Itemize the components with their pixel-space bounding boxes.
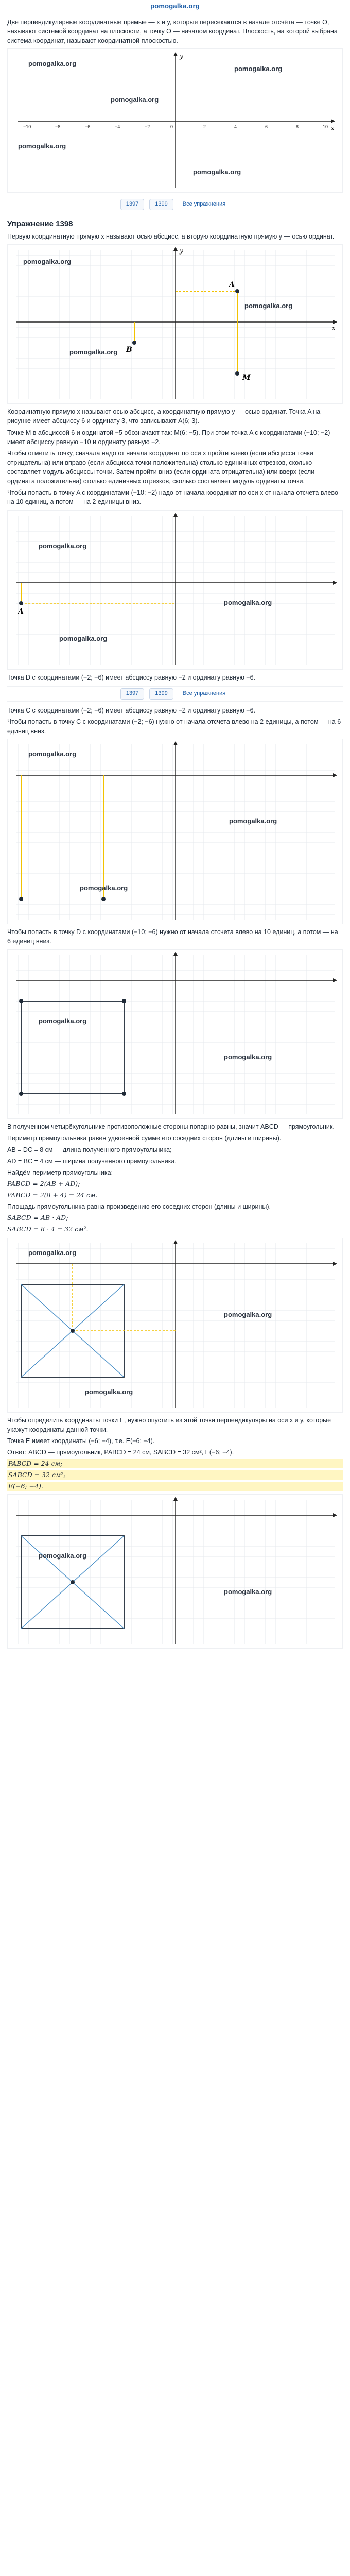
x-tick: 2: [203, 124, 206, 130]
watermark: pomogalka.org: [69, 348, 118, 357]
x-axis-label: x: [332, 325, 336, 332]
coordinate-plane-svg-7: [8, 1495, 343, 1649]
watermark: pomogalka.org: [80, 884, 128, 892]
answer-paragraph: Ответ: ABCD — прямоугольник, PABCD = 24 см, SABCD = 32 см², E(−6; −4).: [7, 1448, 234, 1456]
coordinate-plane-svg-6: [8, 1238, 343, 1413]
answer-perimeter: PABCD = 24 см;: [7, 1459, 343, 1468]
point-e: [71, 1329, 75, 1333]
watermark: pomogalka.org: [18, 142, 66, 150]
coordinate-plane-figure-5: [7, 949, 343, 1119]
x-axis-label: x: [331, 125, 335, 132]
point-a: [235, 289, 239, 293]
point-a: [19, 999, 23, 1003]
coordinate-plane-figure-7: [7, 1494, 343, 1649]
next-exercise-button[interactable]: 1399: [149, 688, 173, 700]
watermark: pomogalka.org: [85, 1387, 133, 1396]
all-exercises-link[interactable]: Все упражнения: [182, 690, 226, 697]
exercise-paragraph: Первую координатную прямую x называют осью абсцисс, а вторую координатную прямую y — осью ординат.: [7, 233, 335, 241]
watermark: pomogalka.org: [39, 541, 87, 550]
watermark: pomogalka.org: [224, 1310, 272, 1318]
coordinate-plane-svg-4: [8, 739, 343, 925]
x-tick: 8: [296, 124, 299, 130]
exercise-nav-mid: [7, 686, 343, 702]
coordinate-plane-figure-1: [7, 48, 343, 193]
exercise-paragraph: Периметр прямоугольника равен удвоенной сумме его соседних сторон (длины и ширины).: [7, 1134, 282, 1142]
watermark: pomogalka.org: [39, 1552, 87, 1560]
exercise-paragraph: Чтобы отметить точку, сначала надо от начала координат по оси x пройти влево (если абсцисса точки отрицательна) или вправо (если абсцисса точки положительна) столько единичных отрезков, сколько составляет модуль абсциссы точки. Затем пройти вниз (если ордината отрицательна) или вверх (если ордината положительна) столько единичных отрезков, сколько составляет модуль ординаты точки.: [7, 449, 315, 485]
formula-line: PABCD = 2(8 + 4) = 24 см.: [7, 1191, 98, 1199]
exercise-title: Упражнение 1398: [7, 219, 73, 229]
watermark: pomogalka.org: [193, 168, 241, 176]
watermark: pomogalka.org: [28, 1248, 77, 1257]
coordinate-plane-svg-3: [8, 511, 343, 670]
exercise-paragraph: Чтобы попасть в точку C с координатами (−2; −6) нужно от начала отсчета влево на 2 единицы, а потом — на 6 единиц вниз.: [7, 718, 341, 735]
watermark: pomogalka.org: [224, 598, 272, 606]
next-exercise-button[interactable]: 1399: [149, 199, 173, 210]
site-logo-text[interactable]: pomogalka.org: [150, 2, 200, 10]
x-tick: −8: [55, 124, 61, 130]
formula-line: SABCD = AB · AD;: [7, 1214, 68, 1222]
exercise-paragraph: Точка C с координатами (−2; −6) имеет абсциссу равную −2 и ординату равную −6.: [7, 706, 256, 714]
point-d: [19, 897, 23, 901]
x-tick: 6: [265, 124, 268, 130]
x-tick: 0: [170, 124, 173, 130]
x-tick: 4: [234, 124, 237, 130]
exercise-paragraph: AB = DC = 8 см — длина полученного прямоугольника;: [7, 1146, 172, 1154]
x-tick: −2: [145, 124, 150, 130]
point-b-label: B: [126, 346, 132, 354]
answer-point-e: E(−6; −4).: [7, 1482, 343, 1491]
coordinate-plane-svg-5: [8, 950, 343, 1120]
watermark: pomogalka.org: [224, 1588, 272, 1596]
watermark: pomogalka.org: [229, 817, 277, 825]
exercise-nav-top: [7, 197, 343, 212]
exercise-paragraph: Площадь прямоугольника равна произведению его соседних сторон (длины и ширины).: [7, 1203, 271, 1211]
watermark: pomogalka.org: [111, 96, 159, 104]
prev-exercise-button[interactable]: 1397: [120, 199, 144, 210]
coordinate-plane-figure-3: [7, 510, 343, 670]
watermark: pomogalka.org: [244, 302, 293, 310]
site-header: [0, 0, 350, 13]
point-c: [101, 897, 106, 901]
point-b: [122, 999, 126, 1003]
coordinate-plane-figure-2: [7, 244, 343, 404]
exercise-paragraph: Чтобы попасть в точку D с координатами (−10; −6) нужно от начала отсчета влево на 10 единиц, а потом — на 6 единиц вниз.: [7, 928, 338, 945]
point-d: [19, 1092, 23, 1096]
point-a-label: A: [229, 281, 235, 290]
point-c: [122, 1092, 126, 1096]
point-b: [132, 341, 136, 345]
intro-paragraph: Две перпендикулярные координатные прямые — x и y, которые пересекаются в начале отсчёта — точке O, называют системой координат на плоскости, а точку O — началом координат. Плоскость, на которой выбрана система координат, называют координатной плоскостью.: [7, 19, 338, 45]
prev-exercise-button[interactable]: 1397: [120, 688, 144, 700]
point-m: [235, 371, 239, 376]
point-a-label: A: [18, 607, 24, 616]
exercise-paragraph: Найдём периметр прямоугольника:: [7, 1168, 113, 1176]
exercise-paragraph: Точка D с координатами (−2; −6) имеет абсциссу равную −2 и ординату равную −6.: [7, 673, 256, 681]
all-exercises-link[interactable]: Все упражнения: [182, 201, 226, 208]
watermark: pomogalka.org: [28, 750, 77, 758]
x-tick: 10: [323, 124, 328, 130]
watermark: pomogalka.org: [234, 65, 283, 73]
answer-area: SABCD = 32 см²;: [7, 1470, 343, 1480]
point-m-label: M: [242, 374, 251, 382]
formula-line: PABCD = 2(AB + AD);: [7, 1179, 80, 1188]
coordinate-plane-svg-1: [8, 49, 343, 193]
coordinate-plane-figure-4: [7, 739, 343, 924]
exercise-paragraph: В полученном четырёхугольнике противоположные стороны попарно равны, значит ABCD — прямоугольник.: [7, 1123, 335, 1131]
watermark: pomogalka.org: [224, 1053, 272, 1061]
exercise-paragraph: Точке M в абсциссой 6 и ординатой −5 обозначают так: M(6; −5). При этом точка A с координатами (−10; −2) имеет абсциссу равную −10 и ординату равную −2.: [7, 429, 330, 446]
coordinate-plane-svg-2: [8, 245, 343, 404]
x-tick: −4: [115, 124, 120, 130]
watermark: pomogalka.org: [23, 258, 72, 266]
formula-line: SABCD = 8 · 4 = 32 см².: [7, 1225, 89, 1233]
watermark: pomogalka.org: [28, 60, 77, 68]
y-axis-label: y: [180, 53, 183, 60]
point-e: [71, 1580, 75, 1584]
exercise-paragraph: Чтобы попасть в точку A с координатами (−10; −2) надо от начала координат по оси x от начала отсчета влево на 10 единиц, а потом — на 2 единицы вниз.: [7, 489, 338, 506]
exercise-paragraph: Координатную прямую x называют осью абсцисс, а координатную прямую y — осью ординат. Точка A на рисунке имеет абсциссу 6 и ординату 3, что записывают A(6; 3).: [7, 408, 321, 425]
x-tick: −10: [23, 124, 31, 130]
exercise-paragraph: Чтобы определить координаты точки E, нужно опустить из этой точки перпендикуляры на оси x и y, которые укажут координаты данной точки.: [7, 1416, 331, 1433]
article-content: [0, 13, 350, 1649]
coordinate-plane-figure-6: [7, 1238, 343, 1413]
point-a: [19, 601, 23, 605]
watermark: pomogalka.org: [39, 1017, 87, 1025]
exercise-paragraph: AD = BC = 4 см — ширина полученного прямоугольника.: [7, 1157, 177, 1165]
watermark: pomogalka.org: [59, 634, 108, 642]
y-axis-label: y: [180, 247, 183, 255]
x-tick: −6: [85, 124, 91, 130]
exercise-paragraph: Точка E имеет координаты (−6; −4), т.е. E(−6; −4).: [7, 1437, 155, 1445]
